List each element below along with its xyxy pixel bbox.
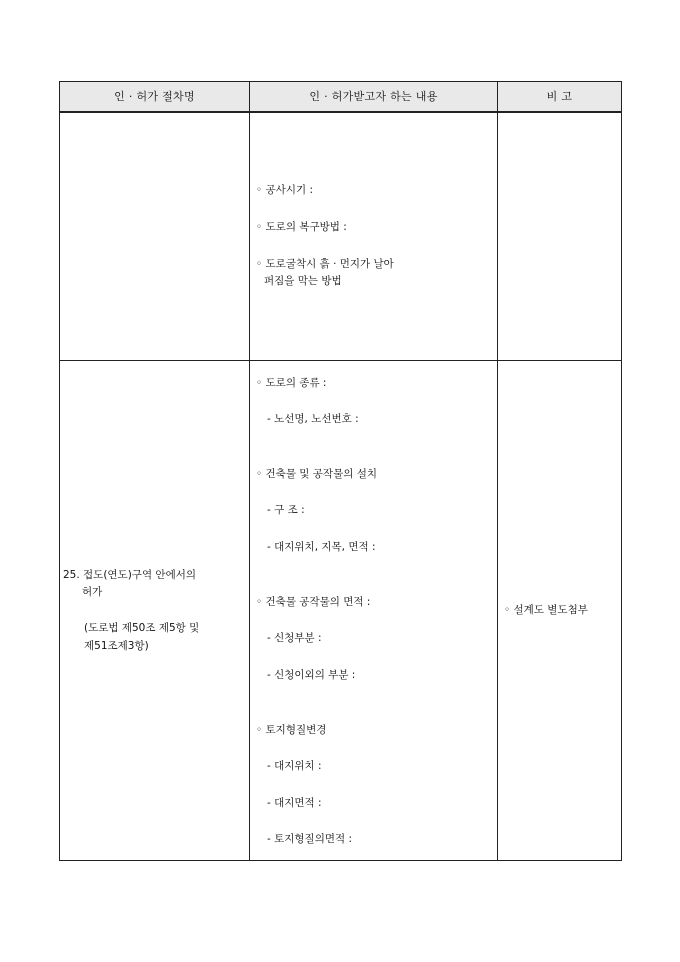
dust-prevention-item-cont: 퍼짐을 막는 방법 [264,275,342,287]
procedure-title: 25. 접도(연도)구역 안에서의 [63,569,196,581]
header-remarks: 비 고 [546,90,573,103]
applied-part-item: - 신청부분 : [267,632,322,644]
header-procedure-name: 인 · 허가 절차명 [114,90,195,103]
land-change-area-item: - 토지형질의면적 : [267,833,353,845]
law-reference: (도로법 제50조 제5항 및 [84,622,200,634]
construction-period-item: ◦ 공사시기 : [256,184,313,196]
road-type-item: ◦ 도로의 종류 : [256,377,327,389]
other-part-item: - 신청이외의 부분 : [267,669,356,681]
procedure-title-cont: 허가 [82,586,103,598]
route-name-item: - 노선명, 노선번호 : [267,413,359,425]
law-reference-cont: 제51조제3항) [84,640,149,652]
structure-item: - 구 조 : [267,504,305,516]
land-location-item: - 대지위치 : [267,760,322,772]
permit-table [59,81,622,861]
dust-prevention-item: ◦ 도로굴착시 흙 · 먼지가 날아 [256,258,394,270]
column-divider-1 [249,82,250,860]
building-area-item: ◦ 건축물 공작물의 면적 : [256,596,371,608]
remark-attachment: ◦ 설계도 별도첨부 [504,604,588,616]
row-divider [60,360,621,361]
header-request-content: 인 · 허가받고자 하는 내용 [309,90,438,103]
column-divider-2 [497,82,498,860]
road-restoration-item: ◦ 도로의 복구방법 : [256,221,347,233]
building-installation-item: ◦ 건축물 및 공작물의 설치 [256,468,377,480]
table-header [60,82,621,113]
land-area-item: - 대지면적 : [267,797,322,809]
site-location-item: - 대지위치, 지목, 면적 : [267,541,376,553]
land-change-item: ◦ 토지형질변경 [256,724,327,736]
